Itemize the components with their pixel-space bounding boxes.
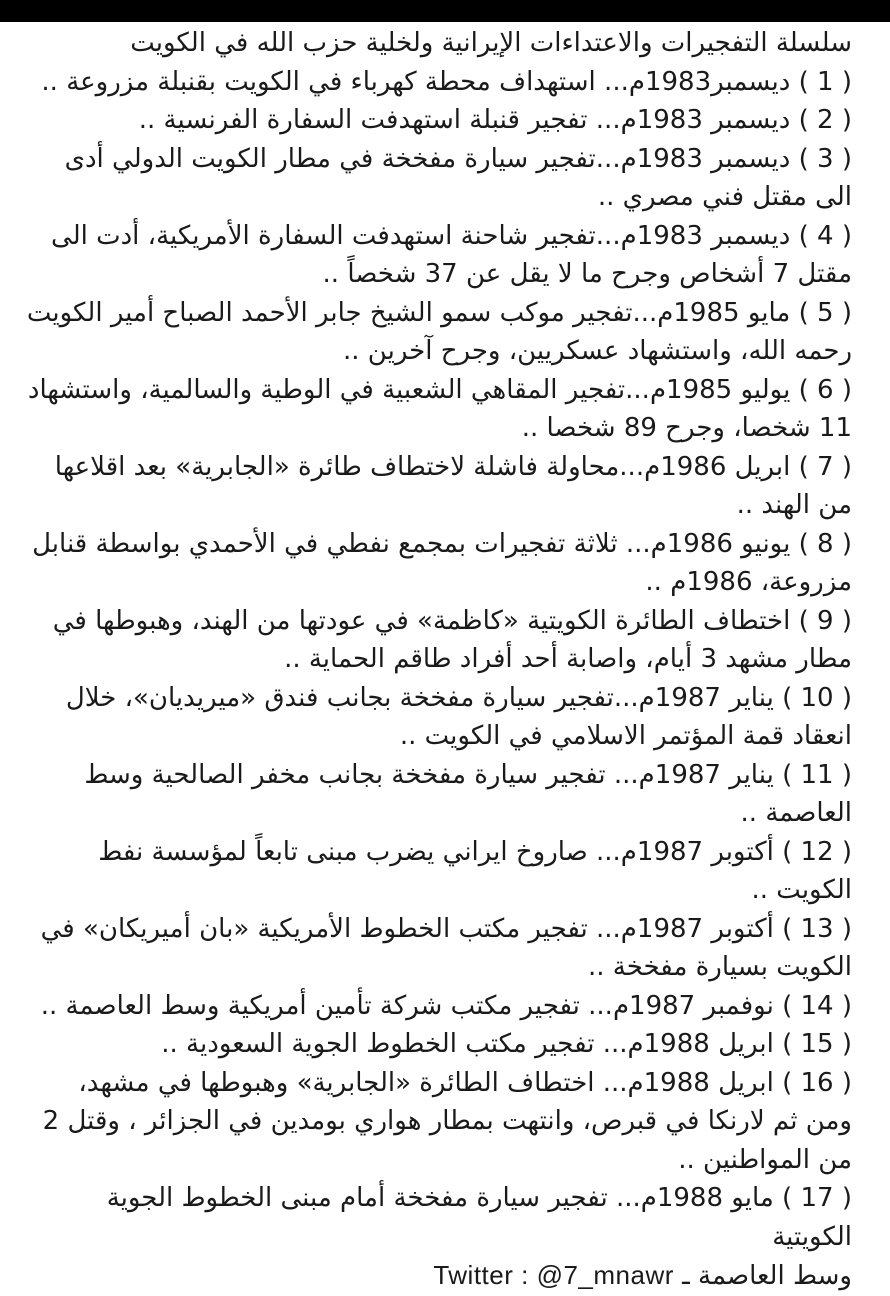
document-text bbox=[0, 22, 890, 1291]
list-item: ( 9 ) اختطاف الطائرة الكويتية «كاظمة» في عودتها من الهند، وهبوطها في مطار مشهد 3 أيام، واصابة أحد أفراد طاقم الحماية .. bbox=[52, 605, 852, 674]
document-title: سلسلة التفجيرات والاعتداءات الإيرانية ولخلية حزب الله في الكويت bbox=[130, 28, 852, 58]
list-item: ( 6 ) يوليو 1985م...تفجير المقاهي الشعبية في الوطية والسالمية، واستشهاد 11 شخصا، وجرح 89 شخصا .. bbox=[27, 374, 852, 443]
list-item: ( 15 ) ابريل 1988م... تفجير مكتب الخطوط الجوية السعودية .. bbox=[161, 1029, 852, 1059]
footer-line: وسط العاصمة ـ Twitter : @7_mnawr bbox=[433, 1260, 852, 1291]
list-item: ( 3 ) ديسمبر 1983م...تفجير سيارة مفخخة في مطار الكويت الدولي أدى الى مقتل فني مصري .. bbox=[64, 143, 852, 212]
list-item: ( 7 ) ابريل 1986م...محاولة فاشلة لاختطاف طائرة «الجابرية» بعد اقلاعها من الهند .. bbox=[54, 451, 852, 520]
list-item: ( 10 ) يناير 1987م...تفجير سيارة مفخخة بجانب فندق «ميريديان»، خلال انعقاد قمة المؤتمر الاسلامي في الكويت .. bbox=[65, 682, 852, 751]
list-item: ( 11 ) يناير 1987م... تفجير سيارة مفخخة بجانب مخفر الصالحية وسط العاصمة .. bbox=[84, 759, 852, 828]
list-item: ( 14 ) نوفمبر 1987م... تفجير مكتب شركة تأمين أمريكية وسط العاصمة .. bbox=[40, 990, 852, 1021]
list-item: ( 1 ) ديسمبر1983م... استهداف محطة كهرباء في الكويت بقنبلة مزروعة .. bbox=[41, 66, 852, 97]
list-item: ( 13 ) أكتوبر 1987م... تفجير مكتب الخطوط الأمريكية «بان أميريكان» في الكويت بسيارة مفخخة .. bbox=[40, 913, 852, 982]
list-item: ( 4 ) ديسمبر 1983م...تفجير شاحنة استهدفت السفارة الأمريكية، أدت الى مقتل 7 أشخاص وجرح ما لا يقل عن 37 شخصاً .. bbox=[51, 220, 852, 289]
twitter-handle: Twitter : @7_mnawr bbox=[433, 1260, 674, 1290]
footer-partial-text: وسط العاصمة bbox=[698, 1261, 852, 1291]
list-item: ( 16 ) ابريل 1988م... اختطاف الطائرة «الجابرية» وهبوطها في مشهد، ومن ثم لارنكا في قبرص، وانتهت بمطار هواري بومدين في الجزائر ، وقتل 2 من المواطنين .. bbox=[42, 1067, 852, 1175]
list-item: ( 8 ) يونيو 1986م... ثلاثة تفجيرات بمجمع نفطي في الأحمدي بواسطة قنابل مزروعة، 1986م .. bbox=[32, 528, 852, 597]
list-item: ( 17 ) مايو 1988م... تفجير سيارة مفخخة أمام مبنى الخطوط الجوية الكويتية bbox=[106, 1183, 852, 1252]
list-item: ( 2 ) ديسمبر 1983م... تفجير قنبلة استهدفت السفارة الفرنسية .. bbox=[138, 105, 852, 135]
top-black-bar bbox=[0, 0, 890, 22]
list-item: ( 5 ) مايو 1985م...تفجير موكب سمو الشيخ جابر الأحمد الصباح أمير الكويت رحمه الله، واستشهاد عسكريين، وجرح آخرين .. bbox=[26, 297, 852, 366]
list-item: ( 12 ) أكتوبر 1987م... صاروخ ايراني يضرب مبنى تابعاً لمؤسسة نفط الكويت .. bbox=[98, 836, 852, 905]
